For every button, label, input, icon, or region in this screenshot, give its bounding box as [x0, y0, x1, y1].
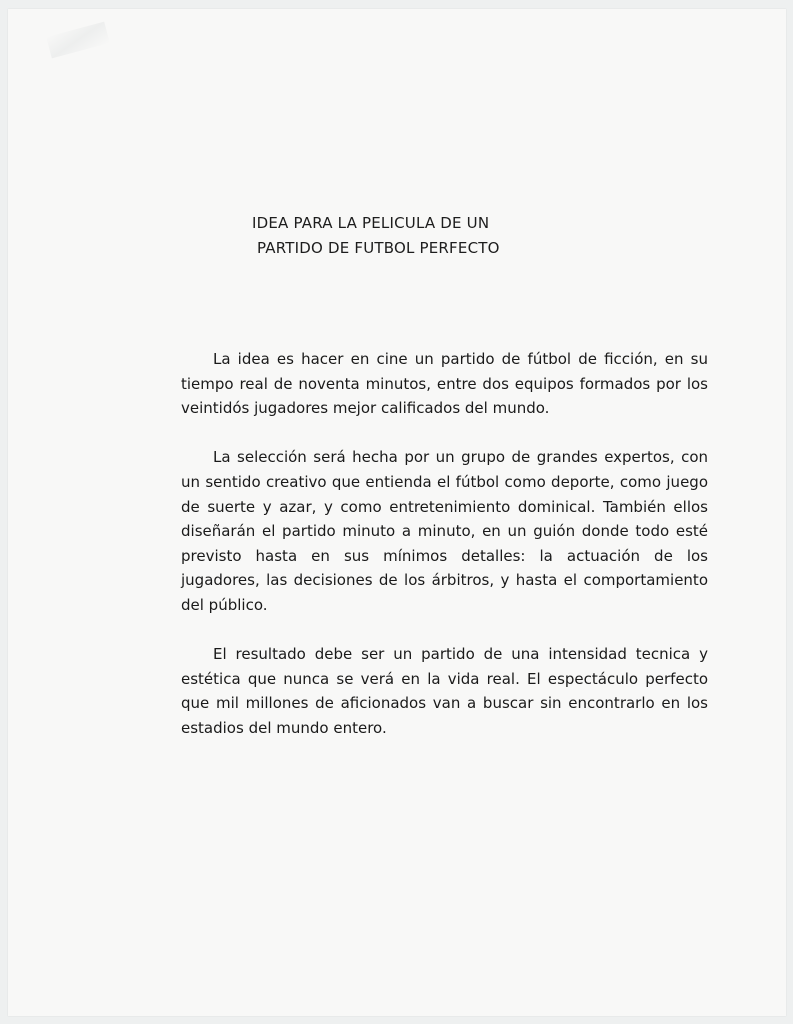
title-line-2: PARTIDO DE FUTBOL PERFECTO: [257, 239, 500, 257]
paragraph-2: La selección será hecha por un grupo de grandes expertos, con un sentido creativo que entienda el fútbol como deporte, como juego de suerte y azar, y como entretenimiento dominical. También ellos diseñarán el partido minuto a minuto, en un guión donde todo esté previsto hasta en sus mínimos detalles: la actuación de los jugadores, las decisiones de los árbitros, y hasta el comportamiento del público.: [181, 448, 708, 614]
paragraph-1: La idea es hacer en cine un partido de fútbol de ficción, en su tiempo real de noventa minutos, entre dos equipos formados por los veintidós jugadores mejor calificados del mundo.: [181, 350, 708, 418]
paper-page: [8, 9, 786, 1016]
paper-crease: [46, 22, 110, 59]
document-body: [181, 347, 708, 765]
document-title: [252, 211, 572, 261]
title-line-1: IDEA PARA LA PELICULA DE UN: [252, 214, 490, 232]
paragraph-3: El resultado debe ser un partido de una intensidad tecnica y estética que nunca se verá en la vida real. El espectáculo perfecto que mil millones de aficionados van a buscar sin encontrarlo en los estadios del mundo entero.: [181, 645, 708, 737]
